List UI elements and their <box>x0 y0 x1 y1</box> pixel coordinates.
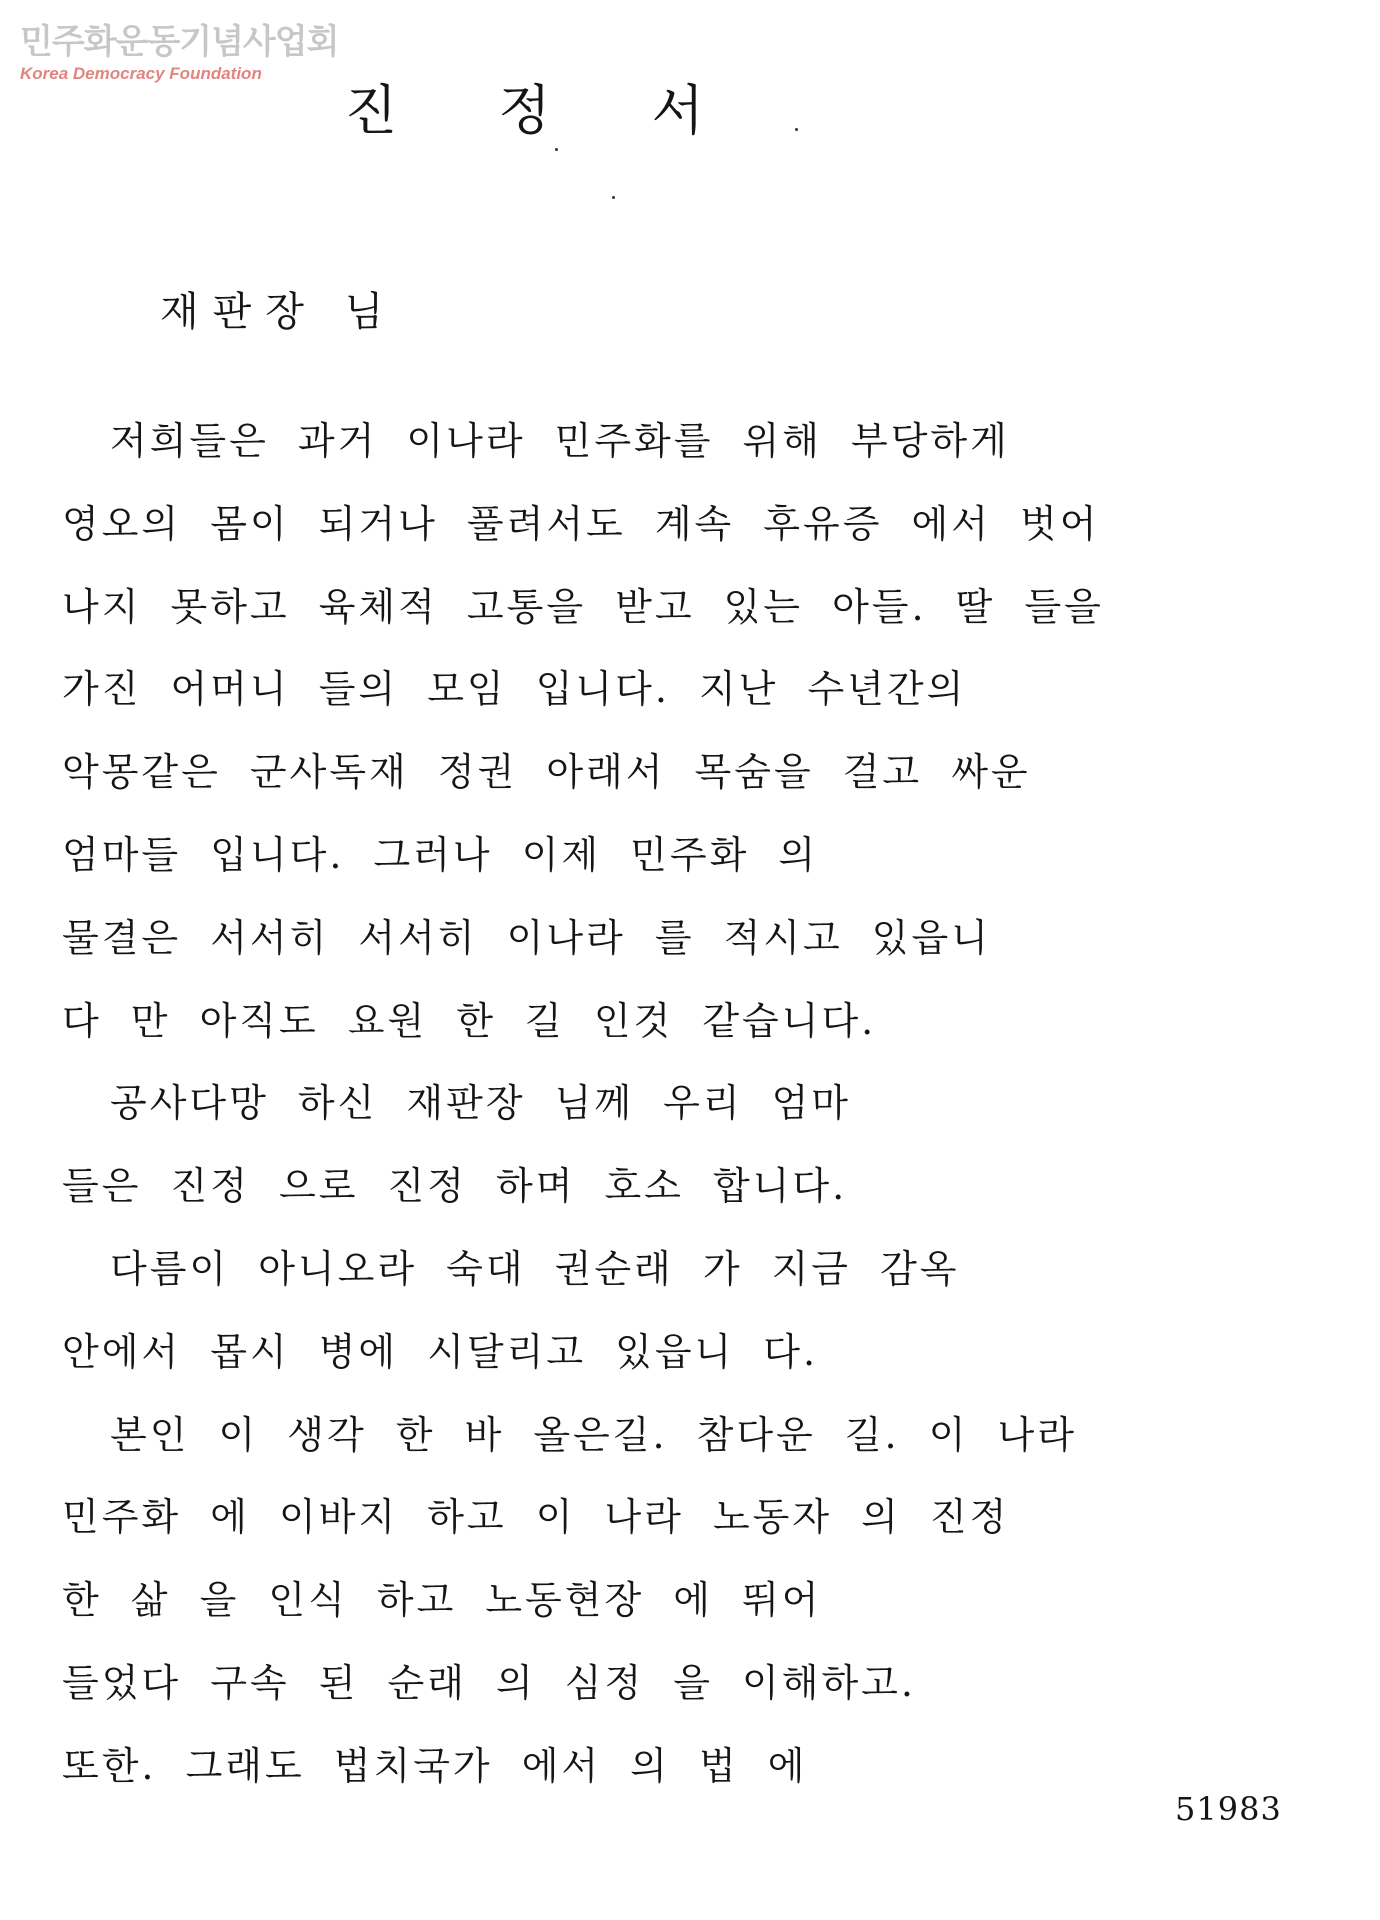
letter-line: 저희들은 과거 이나라 민주화를 위해 부당하게 <box>110 419 1010 463</box>
paper-speck <box>795 128 798 131</box>
watermark-korean: 민주화운동기념사업회 <box>20 22 339 62</box>
letter-line: 한 삶 을 인식 하고 노동현장 에 뛰어 <box>62 1578 822 1623</box>
letter-line: 본인 이 생각 한 바 올은길. 참다운 길. 이 나라 <box>110 1412 1077 1457</box>
letter-line: 들었다 구속 된 순래 의 심정 을 이해하고. <box>62 1660 916 1705</box>
letter-line: 물결은 서서히 서서히 이나라 를 적시고 있읍니 <box>62 915 991 960</box>
watermark-english: Korea Democracy Foundation <box>20 64 262 83</box>
letter-line: 공사다망 하신 재판장 님께 우리 엄마 <box>110 1081 852 1126</box>
letter-body <box>62 400 1332 1808</box>
letter-line: 나지 못하고 육체적 고통을 받고 있는 아들. 딸 들을 <box>62 584 1104 629</box>
letter-line: 가진 어머니 들의 모임 입니다. 지난 수년간의 <box>62 667 967 712</box>
paper-speck <box>555 148 558 151</box>
letter-line: 다 만 아직도 요원 한 길 인것 같습니다. <box>62 998 877 1043</box>
letter-line: 다름이 아니오라 숙대 권순래 가 지금 감옥 <box>110 1246 960 1291</box>
document-title: 진 정 서 <box>345 79 746 142</box>
paper-speck <box>612 196 615 199</box>
salutation: 재판장 님 <box>160 289 398 335</box>
letter-line: 또한. 그래도 법치국가 에서 의 법 에 <box>62 1743 808 1788</box>
letter-line: 영오의 몸이 되거나 풀려서도 계속 후유증 에서 벗어 <box>62 501 1100 546</box>
letter-line: 엄마들 입니다. 그러나 이제 민주화 의 <box>62 832 819 877</box>
letter-line: 안에서 몹시 병에 시달리고 있읍니 다. <box>62 1329 819 1374</box>
letter-line: 민주화 에 이바지 하고 이 나라 노동자 의 진정 <box>62 1495 1010 1540</box>
page-mark: 51983 <box>1175 1790 1282 1828</box>
watermark <box>20 22 338 84</box>
letter-line: 들은 진정 으로 진정 하며 호소 합니다. <box>62 1164 848 1209</box>
letter-line: 악몽같은 군사독재 정권 아래서 목숨을 걸고 싸운 <box>62 750 1031 795</box>
